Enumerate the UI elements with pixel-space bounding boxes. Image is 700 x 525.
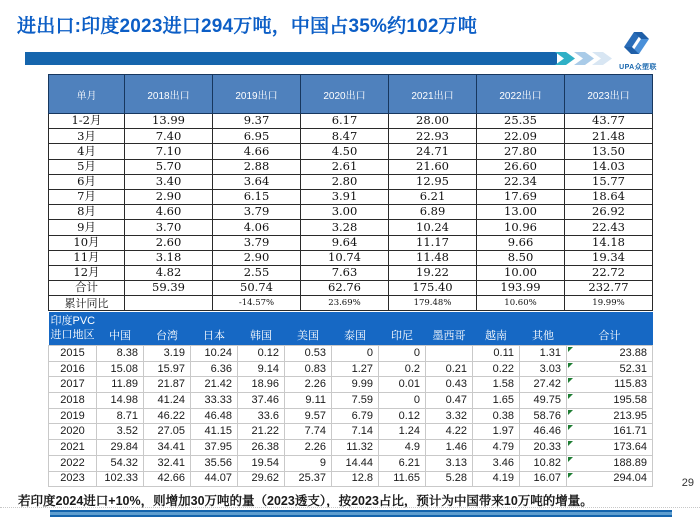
cell: 4.82 xyxy=(125,265,213,280)
cell: 1.27 xyxy=(332,361,379,377)
cell: 14.03 xyxy=(565,159,653,174)
cell: 22.09 xyxy=(477,129,565,144)
title-underline-bar xyxy=(25,52,557,65)
table-row xyxy=(49,346,653,362)
column-header: 越南 xyxy=(473,312,520,346)
row-label: 合计 xyxy=(49,281,125,296)
cell: 9.37 xyxy=(213,114,301,129)
cell: 1.58 xyxy=(473,377,520,393)
cell: 5.70 xyxy=(125,159,213,174)
table-row xyxy=(49,189,653,204)
cell: 17.69 xyxy=(477,189,565,204)
cell: 25.37 xyxy=(285,471,332,487)
cell: 27.42 xyxy=(520,377,567,393)
cell: 10.00 xyxy=(477,265,565,280)
cell: 41.24 xyxy=(144,393,191,409)
cell: 6.79 xyxy=(332,408,379,424)
cell: 0.2 xyxy=(379,361,426,377)
cell: 11.48 xyxy=(389,250,477,265)
cell: 2.61 xyxy=(301,159,389,174)
row-label: 累计同比 xyxy=(49,296,125,311)
cell: 14.98 xyxy=(97,393,144,409)
cell: 0.11 xyxy=(473,346,520,362)
cell: 9.99 xyxy=(332,377,379,393)
excel-flag-triangle-icon xyxy=(568,441,573,446)
column-header: 中国 xyxy=(97,312,144,346)
cell: 21.42 xyxy=(191,377,238,393)
row-label: 3月 xyxy=(49,129,125,144)
column-header: 2021出口 xyxy=(389,75,477,114)
cell: 4.79 xyxy=(473,440,520,456)
cell: 21.87 xyxy=(144,377,191,393)
cell: 10.82 xyxy=(520,455,567,471)
table-row xyxy=(49,424,653,440)
cell: 4.66 xyxy=(213,144,301,159)
cell: 12.8 xyxy=(332,471,379,487)
cell: 22.93 xyxy=(389,129,477,144)
year-label: 2022 xyxy=(49,455,97,471)
year-label: 2018 xyxy=(49,393,97,409)
table-row xyxy=(49,129,653,144)
cell: 175.40 xyxy=(389,281,477,296)
cell: 15.08 xyxy=(97,361,144,377)
cell: 7.74 xyxy=(285,424,332,440)
row-label: 7月 xyxy=(49,189,125,204)
cell: 44.07 xyxy=(191,471,238,487)
cell: 0 xyxy=(332,346,379,362)
total-cell: 173.64 xyxy=(567,440,653,456)
cell: 1.46 xyxy=(426,440,473,456)
page-title: 进出口:印度2023进口294万吨，中国占35%约102万吨 xyxy=(17,16,478,37)
cell: 2.80 xyxy=(301,174,389,189)
cell: 2.55 xyxy=(213,265,301,280)
cell: 19.34 xyxy=(565,250,653,265)
cell: 7.14 xyxy=(332,424,379,440)
cell: 29.62 xyxy=(238,471,285,487)
cell: 3.52 xyxy=(97,424,144,440)
export-table-header-row xyxy=(49,75,653,114)
cell: 2.26 xyxy=(285,377,332,393)
cell: 33.6 xyxy=(238,408,285,424)
table-row xyxy=(49,144,653,159)
cell: 8.47 xyxy=(301,129,389,144)
cell: 0.47 xyxy=(426,393,473,409)
column-header: 2018出口 xyxy=(125,75,213,114)
cell: 6.17 xyxy=(301,114,389,129)
cell: 9 xyxy=(285,455,332,471)
cell: 3.32 xyxy=(426,408,473,424)
import-table-body xyxy=(49,346,653,487)
cell: 4.60 xyxy=(125,205,213,220)
cell: 1.65 xyxy=(473,393,520,409)
cell: 22.72 xyxy=(565,265,653,280)
cell: 3.40 xyxy=(125,174,213,189)
cell: 59.39 xyxy=(125,281,213,296)
cell: 11.65 xyxy=(379,471,426,487)
cell xyxy=(125,296,213,311)
cell: 19.22 xyxy=(389,265,477,280)
cell: 102.33 xyxy=(97,471,144,487)
row-label: 4月 xyxy=(49,144,125,159)
cell: 35.56 xyxy=(191,455,238,471)
cell: 0.22 xyxy=(473,361,520,377)
cell: 1.31 xyxy=(520,346,567,362)
table-row xyxy=(49,455,653,471)
cell: 13.50 xyxy=(565,144,653,159)
table-row xyxy=(49,265,653,280)
cell: 3.19 xyxy=(144,346,191,362)
total-cell: 188.89 xyxy=(567,455,653,471)
cell: 1.97 xyxy=(473,424,520,440)
excel-flag-triangle-icon xyxy=(568,394,573,399)
cell: 29.84 xyxy=(97,440,144,456)
excel-flag-triangle-icon xyxy=(568,473,573,478)
year-label: 2017 xyxy=(49,377,97,393)
table-row xyxy=(49,440,653,456)
cell: 46.46 xyxy=(520,424,567,440)
cell: 21.60 xyxy=(389,159,477,174)
cell: 2.90 xyxy=(125,189,213,204)
import-table xyxy=(48,312,653,487)
chevron-right-icon xyxy=(555,52,575,65)
cell: 13.00 xyxy=(477,205,565,220)
cell: 3.79 xyxy=(213,235,301,250)
cell: 50.74 xyxy=(213,281,301,296)
cell: 6.89 xyxy=(389,205,477,220)
cell: 0 xyxy=(379,346,426,362)
company-logo xyxy=(611,30,665,72)
column-header: 2020出口 xyxy=(301,75,389,114)
cell: 3.13 xyxy=(426,455,473,471)
total-cell: 52.31 xyxy=(567,361,653,377)
row-label: 11月 xyxy=(49,250,125,265)
cell: 6.95 xyxy=(213,129,301,144)
table-row xyxy=(49,408,653,424)
excel-flag-triangle-icon xyxy=(568,457,573,462)
row-label: 10月 xyxy=(49,235,125,250)
table-row xyxy=(49,174,653,189)
logo-text: UPA众塑联 xyxy=(619,64,657,71)
cell: 0.38 xyxy=(473,408,520,424)
row-label: 6月 xyxy=(49,174,125,189)
year-label: 2016 xyxy=(49,361,97,377)
cell: 11.89 xyxy=(97,377,144,393)
cell: 1.24 xyxy=(379,424,426,440)
cell: 6.15 xyxy=(213,189,301,204)
table-row xyxy=(49,471,653,487)
total-cell: 294.04 xyxy=(567,471,653,487)
column-header: 泰国 xyxy=(332,312,379,346)
table-row xyxy=(49,205,653,220)
chevron-right-icon xyxy=(592,52,612,65)
cell: 7.63 xyxy=(301,265,389,280)
table-row xyxy=(49,250,653,265)
cell: -14.57% xyxy=(213,296,301,311)
row-label: 1-2月 xyxy=(49,114,125,129)
cell: 32.41 xyxy=(144,455,191,471)
cell: 25.35 xyxy=(477,114,565,129)
excel-flag-triangle-icon xyxy=(568,425,573,430)
table-row xyxy=(49,296,653,311)
cell: 0.53 xyxy=(285,346,332,362)
table-row xyxy=(49,361,653,377)
total-cell: 115.83 xyxy=(567,377,653,393)
total-cell: 23.88 xyxy=(567,346,653,362)
row-label: 9月 xyxy=(49,220,125,235)
cell: 10.24 xyxy=(191,346,238,362)
corner-header-line: 进口地区 xyxy=(50,328,95,341)
logo-arrows-icon xyxy=(618,30,658,56)
cell: 2.26 xyxy=(285,440,332,456)
cell: 6.36 xyxy=(191,361,238,377)
cell: 21.48 xyxy=(565,129,653,144)
chevron-right-icon xyxy=(574,52,594,65)
cell: 12.95 xyxy=(389,174,477,189)
year-label: 2023 xyxy=(49,471,97,487)
table-row xyxy=(49,114,653,129)
cell: 3.28 xyxy=(301,220,389,235)
cell: 8.50 xyxy=(477,250,565,265)
cell: 21.22 xyxy=(238,424,285,440)
cell: 4.06 xyxy=(213,220,301,235)
cell: 22.43 xyxy=(565,220,653,235)
footer-note: 若印度2024进口+10%，则增加30万吨的量（2023透支），按2023占比，预计为中国带来10万吨的增量。 xyxy=(18,494,593,508)
cell: 49.75 xyxy=(520,393,567,409)
year-label: 2019 xyxy=(49,408,97,424)
cell: 18.64 xyxy=(565,189,653,204)
column-header: 单月 xyxy=(49,75,125,114)
cell: 9.66 xyxy=(477,235,565,250)
cell: 2.88 xyxy=(213,159,301,174)
cell: 9.64 xyxy=(301,235,389,250)
column-header: 2023出口 xyxy=(565,75,653,114)
cell: 10.74 xyxy=(301,250,389,265)
export-table xyxy=(48,74,653,311)
export-table-body xyxy=(49,114,653,311)
cell: 13.99 xyxy=(125,114,213,129)
cell xyxy=(426,346,473,362)
cell: 11.32 xyxy=(332,440,379,456)
column-header: 日本 xyxy=(191,312,238,346)
bottom-accent-bar xyxy=(50,510,672,517)
cell: 232.77 xyxy=(565,281,653,296)
cell: 3.79 xyxy=(213,205,301,220)
cell: 24.71 xyxy=(389,144,477,159)
column-header: 其他 xyxy=(520,312,567,346)
row-label: 5月 xyxy=(49,159,125,174)
cell: 7.40 xyxy=(125,129,213,144)
year-label: 2020 xyxy=(49,424,97,440)
cell: 58.76 xyxy=(520,408,567,424)
cell: 0 xyxy=(379,393,426,409)
cell: 9.11 xyxy=(285,393,332,409)
column-header: 台湾 xyxy=(144,312,191,346)
column-header: 2019出口 xyxy=(213,75,301,114)
table-row xyxy=(49,393,653,409)
cell: 23.69% xyxy=(301,296,389,311)
corner-header xyxy=(49,312,97,346)
excel-flag-triangle-icon xyxy=(568,363,573,368)
cell: 7.10 xyxy=(125,144,213,159)
row-label: 8月 xyxy=(49,205,125,220)
import-table-header-row xyxy=(49,312,653,346)
cell: 3.46 xyxy=(473,455,520,471)
cell: 37.46 xyxy=(238,393,285,409)
cell: 27.05 xyxy=(144,424,191,440)
row-label: 12月 xyxy=(49,265,125,280)
cell: 27.80 xyxy=(477,144,565,159)
cell: 26.38 xyxy=(238,440,285,456)
corner-header-line: 印度PVC xyxy=(50,314,96,327)
year-label: 2015 xyxy=(49,346,97,362)
cell: 14.44 xyxy=(332,455,379,471)
column-header: 2022出口 xyxy=(477,75,565,114)
cell: 0.43 xyxy=(426,377,473,393)
excel-flag-triangle-icon xyxy=(568,378,573,383)
cell: 0.21 xyxy=(426,361,473,377)
cell: 62.76 xyxy=(301,281,389,296)
cell: 26.92 xyxy=(565,205,653,220)
page-number: 29 xyxy=(681,477,694,489)
excel-flag-triangle-icon xyxy=(568,410,573,415)
cell: 54.32 xyxy=(97,455,144,471)
cell: 4.50 xyxy=(301,144,389,159)
table-row xyxy=(49,159,653,174)
cell: 0.12 xyxy=(238,346,285,362)
cell: 37.95 xyxy=(191,440,238,456)
cell: 20.33 xyxy=(520,440,567,456)
cell: 43.77 xyxy=(565,114,653,129)
cell: 34.41 xyxy=(144,440,191,456)
cell: 4.22 xyxy=(426,424,473,440)
column-header: 美国 xyxy=(285,312,332,346)
cell: 19.54 xyxy=(238,455,285,471)
table-row xyxy=(49,377,653,393)
cell: 15.77 xyxy=(565,174,653,189)
cell: 18.96 xyxy=(238,377,285,393)
cell: 8.38 xyxy=(97,346,144,362)
cell: 33.33 xyxy=(191,393,238,409)
cell: 8.71 xyxy=(97,408,144,424)
cell: 10.24 xyxy=(389,220,477,235)
cell: 41.15 xyxy=(191,424,238,440)
placeholder-dotted-line xyxy=(0,507,700,508)
cell: 6.21 xyxy=(389,189,477,204)
cell: 4.19 xyxy=(473,471,520,487)
cell: 3.03 xyxy=(520,361,567,377)
cell: 26.60 xyxy=(477,159,565,174)
cell: 3.70 xyxy=(125,220,213,235)
column-header: 墨西哥 xyxy=(426,312,473,346)
table-row xyxy=(49,235,653,250)
cell: 0.01 xyxy=(379,377,426,393)
total-cell: 195.58 xyxy=(567,393,653,409)
cell: 46.22 xyxy=(144,408,191,424)
total-cell: 161.71 xyxy=(567,424,653,440)
cell: 0.12 xyxy=(379,408,426,424)
cell: 3.91 xyxy=(301,189,389,204)
column-header: 印尼 xyxy=(379,312,426,346)
cell: 7.59 xyxy=(332,393,379,409)
cell: 6.21 xyxy=(379,455,426,471)
cell: 179.48% xyxy=(389,296,477,311)
cell: 3.00 xyxy=(301,205,389,220)
cell: 3.64 xyxy=(213,174,301,189)
total-cell: 213.95 xyxy=(567,408,653,424)
column-header: 韩国 xyxy=(238,312,285,346)
cell: 16.07 xyxy=(520,471,567,487)
cell: 3.18 xyxy=(125,250,213,265)
cell: 46.48 xyxy=(191,408,238,424)
cell: 11.17 xyxy=(389,235,477,250)
cell: 14.18 xyxy=(565,235,653,250)
cell: 15.97 xyxy=(144,361,191,377)
cell: 9.57 xyxy=(285,408,332,424)
cell: 28.00 xyxy=(389,114,477,129)
cell: 4.9 xyxy=(379,440,426,456)
cell: 42.66 xyxy=(144,471,191,487)
excel-flag-triangle-icon xyxy=(568,347,573,352)
cell: 2.90 xyxy=(213,250,301,265)
cell: 0.83 xyxy=(285,361,332,377)
year-label: 2021 xyxy=(49,440,97,456)
cell: 9.14 xyxy=(238,361,285,377)
cell: 10.60% xyxy=(477,296,565,311)
table-row xyxy=(49,220,653,235)
cell: 19.99% xyxy=(565,296,653,311)
cell: 193.99 xyxy=(477,281,565,296)
table-row xyxy=(49,281,653,296)
cell: 10.96 xyxy=(477,220,565,235)
cell: 2.60 xyxy=(125,235,213,250)
cell: 22.34 xyxy=(477,174,565,189)
cell: 5.28 xyxy=(426,471,473,487)
column-header: 合计 xyxy=(567,312,653,346)
